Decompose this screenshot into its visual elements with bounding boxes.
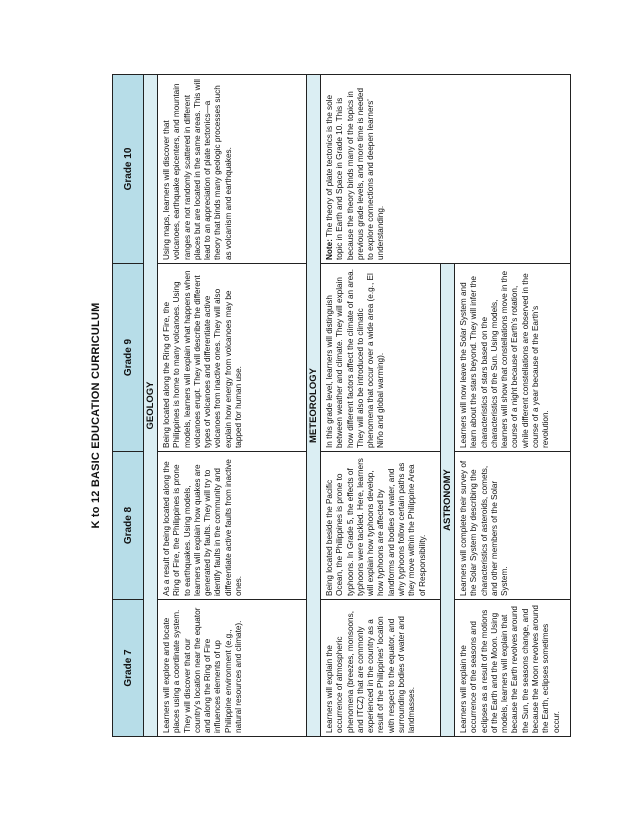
section-title-geology: GEOLOGY (144, 75, 158, 737)
header-row (113, 75, 144, 737)
curriculum-table (112, 74, 571, 737)
section-row-meteorology (307, 75, 321, 737)
page-title: K to 12 BASIC EDUCATION CURRICULUM (90, 302, 102, 529)
section-title-astronomy: ASTRONOMY (441, 264, 455, 737)
column-header-grade-9: Grade 9 (113, 264, 144, 452)
cell-geology-grade-10: Using maps, learners will discover that volcanoes, earthquake epicenters, and mountain ranges are not randomly scattered in different places but are located in the same areas. This will lead to an appreciation of plate tectonics—a theory that binds many geologic processes such as volcanism and earthquakes. (158, 75, 307, 264)
cell-meteorology-grade-8: Being located beside the Pacific Ocean, the Philippines is prone to typhoons. In Grade 5, the effects of typhoons were tackled. Here, learners will explain how typhoons develop, how typhoons are affected by landforms and bodies of water, and why typhoons follow certain paths as they move within the Philippine Area of Responsibility. (321, 452, 441, 600)
cell-geology-grade-7: Learners will explore and locate places using a coordinate system. They will discover that our country's location near the equator and along the Ring of Fire influences elements of up Philippine environment (e.g., natural resources and climate). (158, 600, 307, 737)
cell-note-grade-10 (321, 75, 571, 264)
content-row-meteorology (321, 75, 441, 737)
cell-astronomy-grade-7: Learners will explain the occurrence of the seasons and eclipses as a result of the motions of the Earth and the Moon. Using models, learners will explain that because the Earth revolves around the Sun, the seasons change, and because the Moon revolves around the Earth, eclipses sometimes occur. (455, 600, 571, 737)
column-header-grade-10: Grade 10 (113, 75, 144, 264)
section-title-meteorology: METEOROLOGY (307, 75, 321, 737)
cell-astronomy-grade-8: Learners will complete their survey of the Solar System by describing the characteristics of asteroids, comets, and other members of the Solar System. (455, 452, 571, 600)
column-header-grade-7: Grade 7 (113, 600, 144, 737)
cell-meteorology-grade-9: In this grade level, learners will distinguish between weather and climate. They will explain how different factors affect the climate of an area. They will also be introduced to climatic phenomena that occur over a wide area (e.g., El Niño and global warming). (321, 264, 441, 452)
column-header-grade-8: Grade 8 (113, 452, 144, 600)
content-row-geology (158, 75, 307, 737)
note-label: Note: (325, 239, 334, 260)
cell-meteorology-grade-7: Learners will explain the occurrence of atmospheric phenomena (breezes, monsoons, and ITCZ) that are commonly experienced in the country as a result of the Philippines' location with respect to the equator, and surrounding bodies of water and landmasses. (321, 600, 441, 737)
section-row-geology (144, 75, 158, 737)
cell-geology-grade-8: As a result of being located along the Ring of Fire, the Philippines is prone to earthquakes. Using models, learners will explain how quakes are generated by faults. They will try to identify faults in the community and differentiate active faults from inactive ones. (158, 452, 307, 600)
cell-astronomy-grade-9: Learners will now leave the Solar System and learn about the stars beyond. They will infer the characteristics of stars based on the characteristics of the Sun. Using models, learners will show that constellations move in the course of a night because of Earth's rotation, while different constellations are observed in the course of a year because of the Earth's revolution. (455, 264, 571, 452)
note-text: The theory of plate tectonics is the sole topic in Earth and Space in Grade 10. This is because the theory binds many of the topics in previous grade levels, and more time is needed to explore connections and deepen learners' understanding. (325, 87, 386, 260)
cell-geology-grade-9: Being located along the Ring of Fire, the Philippines is home to many volcanoes. Using models, learners will explain what happens when volcanoes erupt. They will describe the different types of volcanoes and differentiate active volcanoes from inactive ones. They will also explain how energy from volcanoes may be tapped for human use. (158, 264, 307, 452)
